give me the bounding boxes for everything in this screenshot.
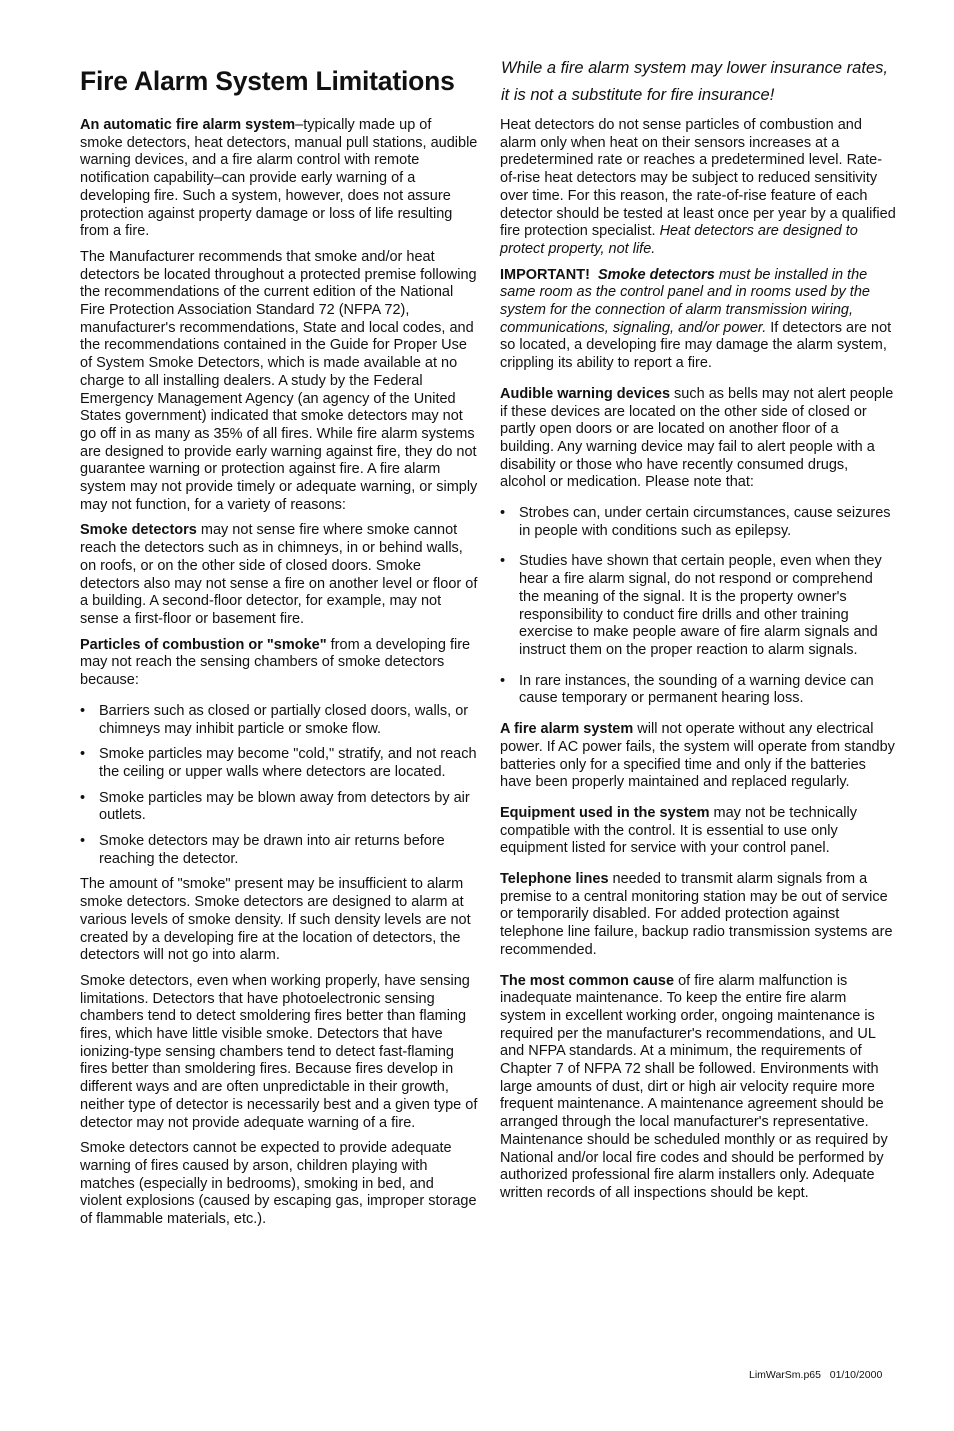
insurance-tagline: While a fire alarm system may lower insurance rates, it is not a substitute for fire insurance!: [501, 59, 888, 104]
list-item: • Barriers such as closed or partially closed doors, walls, or chimneys may inhibit particle or smoke flow.: [80, 703, 478, 738]
paragraph-audible-warning: Audible warning devices such as bells may not alert people if these devices are located on the other side of closed or partly open doors or are located on another floor of a building. Any warning device may fail to alert people with a disability or those who have recently consumed drugs, alcohol or medication. Please note that:: [500, 385, 894, 491]
paragraph-smoke-detectors: Smoke detectors may not sense fire where smoke cannot reach the detectors such as in chimneys, in or behind walls, on roofs, or on the other side of closed doors. Smoke detectors also may not sense a fire on another level or floor of a building. A second-floor detector, for example, may not sense a first-floor or basement fire.: [80, 522, 478, 627]
list-item: • Smoke detectors may be drawn into air returns before reaching the detector.: [80, 833, 478, 868]
paragraph-particles-of-combustion: Particles of combustion or "smoke" from a developing fire may not reach the sensing chambers of smoke detectors because:: [80, 636, 471, 689]
left-column-body: [80, 117, 478, 1229]
list-item: • Smoke particles may become "cold," stratify, and not reach the ceiling or upper walls where detectors are located.: [80, 746, 478, 781]
paragraph-equipment: Equipment used in the system may not be technically compatible with the control. It is essential to use only equipment listed for service with your control panel.: [500, 804, 857, 857]
paragraph-smoke-amount: The amount of "smoke" present may be insufficient to alarm smoke detectors. Smoke detectors are designed to alarm at various levels of smoke density. If such density levels are not created by a developing fire at the location of detectors, the detectors will not go into alarm.: [80, 876, 471, 964]
document-footer: [749, 1369, 882, 1381]
paragraph-manufacturer-recommends: The Manufacturer recommends that smoke and/or heat detectors be located throughout a protected premise following the recommendations of the current edition of the National Fire Protection Association Standard 72 (NFPA 72), manufacturer's recommendations, State and local codes, and the recommendations contained in the Guide for Proper Use of System Smoke Detectors, which is made available at no charge to all installing dealers. A study by the Federal Emergency Management Agency (an agency of the United States government) indicated that smoke detectors may not go off in as many as 35% of all fires. While fire alarm systems are designed to provide early warning against fire, they do not guarantee warning or protection against fire. A fire alarm system may not provide timely or adequate warning, or simply may not function, for a variety of reasons:: [80, 248, 478, 513]
paragraph-telephone-lines: Telephone lines needed to transmit alarm signals from a premise to a central monitoring station may be out of service or temporarily disabled. For added protection against telephone line failure, backup radio transmission systems are recommended.: [500, 871, 893, 958]
paragraph-power: A fire alarm system will not operate without any electrical power. If AC power fails, the system will operate from standby batteries only for a specified time and only if the batteries have been properly maintained and replaced regularly.: [500, 721, 895, 791]
lead-audible-warning: Audible warning devices: [500, 385, 671, 402]
page-title: Fire Alarm System Limitations: [80, 66, 455, 96]
important-label: IMPORTANT!: [500, 266, 590, 283]
list-item: • Strobes can, under certain circumstances, cause seizures in people with conditions such as epilepsy.: [500, 505, 896, 540]
list-item: • Smoke particles may be blown away from detectors by air outlets.: [80, 790, 478, 825]
right-bullet-list: [500, 505, 896, 708]
lead-common-cause: The most common cause: [500, 972, 675, 989]
paragraph-arson-warning: Smoke detectors cannot be expected to provide adequate warning of fires caused by arson, children playing with matches (especially in bedrooms), smoking in bed, and violent explosions (caused by escaping gas, improper storage of flammable materials, etc.).: [80, 1140, 477, 1228]
paragraph-important: IMPORTANT! Smoke detectors must be installed in the same room as the control panel and in rooms used by the system for the connection of alarm transmission wiring, communications, signaling, and/or power. If detectors are not so located, a developing fire may damage the alarm system, crippling its ability to report a fire.: [500, 266, 892, 372]
lead-equipment: Equipment used in the system: [500, 804, 710, 821]
lead-fire-alarm-system: A fire alarm system: [500, 721, 634, 738]
lead-telephone-lines: Telephone lines: [500, 871, 609, 888]
lead-smoke-detectors: Smoke detectors: [80, 522, 197, 539]
lead-particles: Particles of combustion or "smoke": [80, 636, 327, 653]
paragraph-sensing-limitations: Smoke detectors, even when working properly, have sensing limitations. Detectors that have photoelectronic sensing chambers tend to detect smoldering fires better than flaming fires, which have little visible smoke. Detectors that have ionizing-type sensing chambers tend to detect fast-flaming fires better than smoldering fires. Because fires develop in different ways and are often unpredictable in their growth, neither type of detector is necessarily best and a given type of detector may not provide adequate warning of a fire.: [80, 972, 478, 1131]
left-bullet-list: [80, 703, 478, 869]
paragraph-maintenance: The most common cause of fire alarm malfunction is inadequate maintenance. To keep the entire fire alarm system in excellent working order, ongoing maintenance is required per the manufacturer's recommendations, and UL and NFPA standards. At a minimum, the requirements of Chapter 7 of NFPA 72 shall be followed. Environments with large amounts of dust, dirt or high air velocity require more frequent maintenance. A maintenance agreement should be arranged through the local manufacturer's representative. Maintenance should be scheduled monthly or as required by National and/or local fire codes and should be performed by authorized professional fire alarm installers only. Adequate written records of all inspections should be kept.: [500, 972, 888, 1201]
lead-automatic-system: An automatic fire alarm system: [80, 117, 296, 133]
list-item: • Studies have shown that certain people, even when they hear a fire alarm signal, do not respond or comprehend the meaning of the signal. It is the property owner's responsibility to conduct fire drills and other training exercise to make people aware of fire alarm signals and instruct them on the proper reaction to alarm signals.: [500, 553, 896, 659]
document-id: LimWarSm.p65: [749, 1369, 821, 1381]
paragraph-automatic-system: An automatic fire alarm system–typically made up of smoke detectors, heat detectors, manual pull stations, audible warning devices, and a fire alarm control with remote notification capability–can provide early warning of a developing fire. Such a system, however, does not assure protection against property damage or loss of life resulting from a fire.: [80, 117, 478, 240]
right-column-body: [500, 117, 896, 1203]
document-date: 01/10/2000: [829, 1369, 883, 1381]
paragraph-heat-detectors: Heat detectors do not sense particles of combustion and alarm only when heat on their sensors increases at a predetermined rate or reaches a predetermined level. Rate-of-rise heat detectors may be subject to reduced sensitivity over time. For this reason, the rate-of-rise feature of each detector should be tested at least once per year by a qualified fire protection specialist. Heat detectors are designed to protect property, not life.: [500, 117, 896, 257]
list-item: • In rare instances, the sounding of a warning device can cause temporary or permanent hearing loss.: [500, 673, 896, 708]
